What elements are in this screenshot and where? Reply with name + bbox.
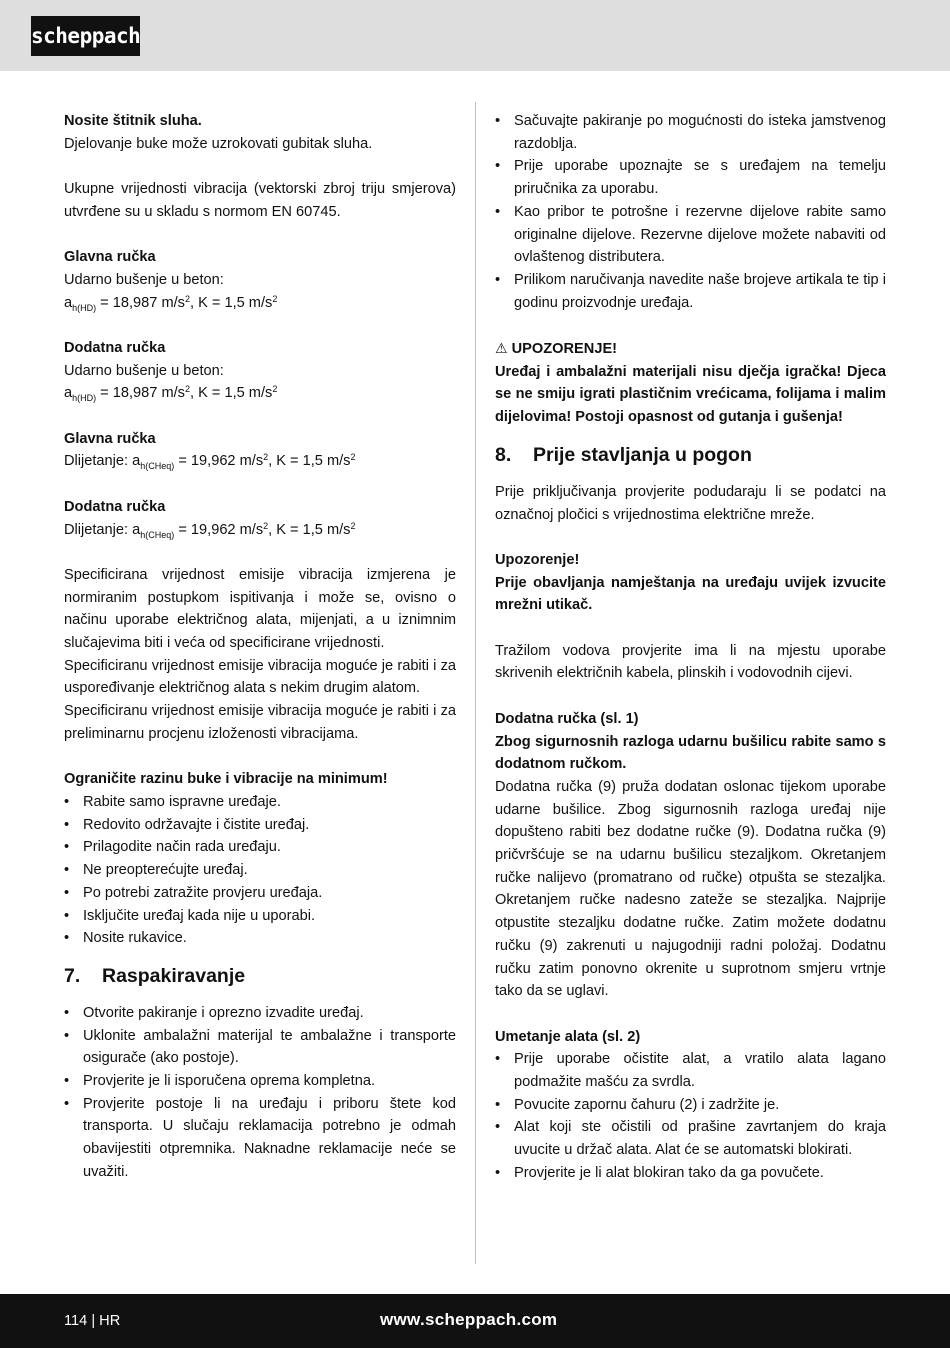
warning-heading: ⚠ UPOZORENJE! [495,340,618,358]
list-item: • Prije uporabe upoznajte se s uređajem na temelju priručnika za uporabu. [495,155,886,200]
packaging-list [495,110,886,314]
unpack-list [64,1002,456,1184]
page-number: 114 | HR [64,1313,121,1329]
measure-2-value: $a_{h(HD)} = 18,987$ $m/s^2$, K = 1,5 $m/s^2$ [64,384,278,404]
measure-2-title: Dodatna ručka [64,339,166,356]
hearing-title: Nosite štitnik sluha. [64,113,202,129]
hearing-text: Djelovanje buke može uzrokovati gubitak sluha. [64,135,373,152]
list-item: • Uklonite ambalažni materijal te ambalažne i transporte osigurače (ako postoje). [64,1025,456,1070]
list-item: • Prilikom naručivanja navedite naše brojeve artikala te tip i godinu proizvodnje uređaja. [495,269,886,314]
detector-text: Tražilom vodova provjerite ima li na mjestu uporabe skrivenih električnih kabela, plinskih i vodovodnih cijevi. [495,642,886,682]
list-item: • Isključite uređaj kada nije u uporabi. [64,905,456,928]
caution-title: Upozorenje! [495,551,580,568]
measure-3-title: Glavna ručka [64,430,156,447]
measure-4-value: Dlijetanje: $a_{h(CHeq)} = 19,962$ $m/s^2$, K = 1,5 $m/s^2$ [64,520,356,540]
limit-list [64,791,456,950]
list-item: • Provjerite postoje li na uređaju i priboru štete kod transporta. U slučaju reklamacija potrebno je odmah obavijestiti otpremnika. Naknadne reklamacije neće se uvažiti. [64,1093,456,1184]
list-item: • Prije uporabe očistite alat, a vratilo alata lagano podmažite mašću za svrdla. [495,1048,886,1093]
tool-list [495,1048,886,1184]
column-divider [475,102,476,1264]
section-7-heading: 7. Raspakiravanje [64,964,246,987]
list-item: • Provjerite je li isporučena oprema kompletna. [64,1070,456,1093]
list-item: • Ne preopterećujte uređaj. [64,859,456,882]
handle-text: Dodatna ručka (9) pruža dodatan oslonac tijekom uporabe udarne bušilice. Zbog sigurnosnih razloga uređaj nije dopušteno rabiti bez dodatne ručke (9). Dodatna ručka (9) pričvršćuje se na udarnu bušilicu stezaljkom. Okretanjem ručke nalijevo (promatrano od ručke) otpušta se stezaljka. Okretanjem ručke nadesno zateže se stezaljka. Najprije otpustite stezaljku dodatne ručke. Zatim možete dodatnu ručku (9) zakrenuti u najugodniji radni položaj. Dodatnu ručku zatim ponovno okrenite u suprotnom smjeru vrtnje tako da se uglavi. [495,778,886,1000]
list-item: • Redovito održavajte i čistite uređaj. [64,814,456,837]
handle-title: Dodatna ručka (sl. 1) [495,710,639,727]
measure-1-line: Udarno bušenje u beton: [64,271,224,288]
measure-2-line: Udarno bušenje u beton: [64,362,224,379]
list-item: • Rabite samo ispravne uređaje. [64,791,456,814]
vibration-intro: Ukupne vrijednosti vibracija (vektorski zbroj triju smjerova) utvrđene su u skladu s normom EN 60745. [64,181,456,220]
caution-text: Prije obavljanja namještanja na uređaju uvijek izvucite mrežni utikač. [495,574,886,614]
brand-logo: scheppach [31,16,140,56]
list-item: • Kao pribor te potrošne i rezervne dijelove rabite samo originalne dijelove. Rezervne dijelove možete nabaviti od ovlaštenog distributera. [495,201,886,269]
right-column [495,110,886,1185]
limit-title: Ograničite razinu buke i vibracije na minimum! [64,771,388,788]
spec-paragraph-2: Specificiranu vrijednost emisije vibracija moguće je rabiti i za uspoređivanje električnog alata s nekim drugim alatom. [64,657,456,697]
warning-triangle-icon: ⚠ [495,340,508,357]
list-item: • Po potrebi zatražite provjeru uređaja. [64,882,456,905]
mains-check-text: Prije priključivanja provjerite podudaraju li se podatci na označnoj pločici s vrijednostima električne mreže. [495,483,886,523]
list-item: • Prilagodite način rada uređaju. [64,836,456,859]
list-item: • Nosite rukavice. [64,927,456,950]
section-8-heading: 8. Prije stavljanja u pogon [495,443,752,466]
list-item: • Provjerite je li alat blokiran tako da ga povučete. [495,1162,886,1185]
list-item: • Alat koji ste očistili od prašine zavrtanjem do kraja uvucite u držač alata. Alat će se automatski blokirati. [495,1116,886,1161]
website-link[interactable]: www.scheppach.com [380,1310,558,1329]
list-item: • Povucite zapornu čahuru (2) i zadržite je. [495,1094,886,1117]
measure-1-title: Glavna ručka [64,249,156,266]
measure-1-value: $a_{h(HD)} = 18,987$ $m/s^2$, K = 1,5 $m/s^2$ [64,293,278,313]
left-column [64,110,456,1184]
measure-4-title: Dodatna ručka [64,498,166,515]
warning-text: Uređaj i ambalažni materijali nisu dječja igračka! Djeca se ne smiju igrati plastičnim vrećicama, folijama i malim dijelovima! Postoji opasnost od gutanja i gušenja! [495,363,886,426]
list-item: • Otvorite pakiranje i oprezno izvadite uređaj. [64,1002,456,1025]
spec-paragraph-3: Specificiranu vrijednost emisije vibracija moguće je rabiti i za preliminarnu procjenu izloženosti vibracijama. [64,703,456,742]
tool-title: Umetanje alata (sl. 2) [495,1028,641,1045]
page-header [0,0,950,71]
spec-paragraph-1: Specificirana vrijednost emisije vibracija izmjerena je normiranim postupkom ispitivanja i može se, ovisno o načinu uporabe električnog alata, mijenjati, a u iznimnim slučajevima biti i veća od specificirane vrijednosti. [64,566,456,652]
list-item: • Sačuvajte pakiranje po mogućnosti do isteka jamstvenog razdoblja. [495,110,886,155]
measure-3-value: Dlijetanje: $a_{h(CHeq)} = 19,962$ $m/s^2$, K = 1,5 $m/s^2$ [64,452,356,472]
page-footer [0,1294,950,1348]
handle-bold-text: Zbog sigurnosnih razloga udarnu bušilicu rabite samo s dodatnom ručkom. [495,733,886,773]
